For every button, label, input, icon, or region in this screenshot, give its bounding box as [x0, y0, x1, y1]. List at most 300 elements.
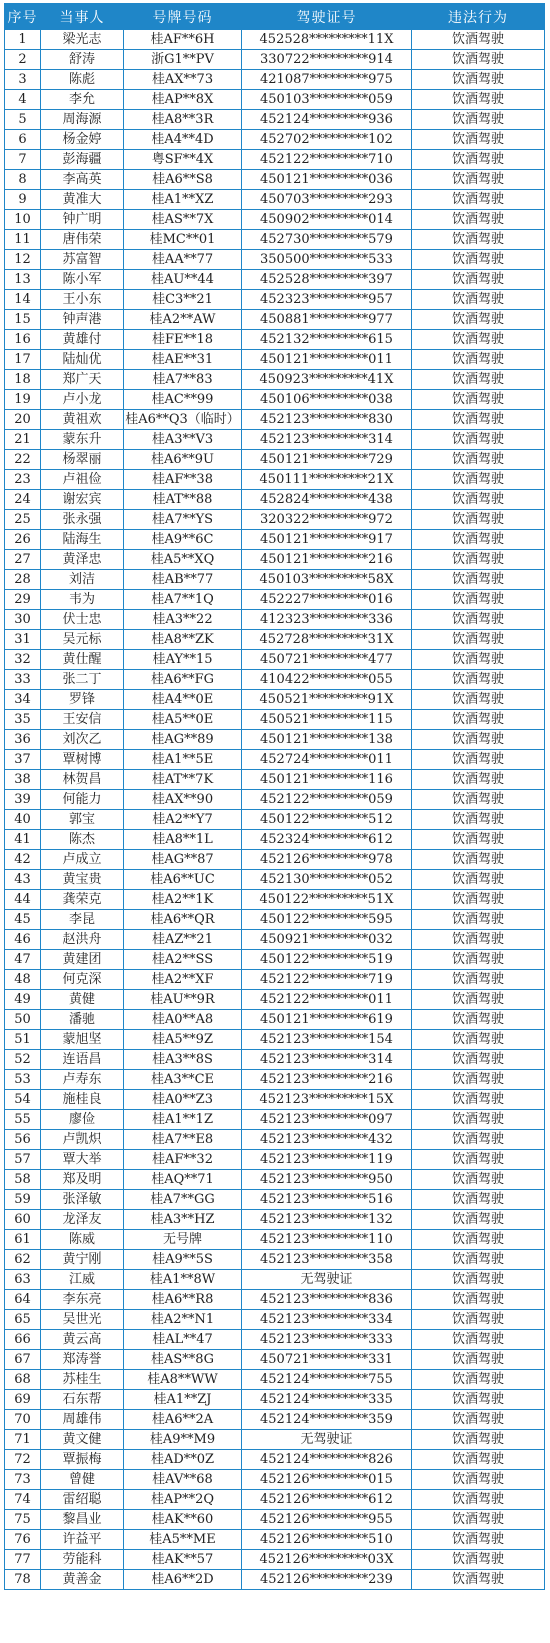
plate-number-cell: 桂A9**5S: [124, 1250, 242, 1270]
row-index-cell: 52: [5, 1050, 41, 1070]
party-name-cell: 梁光志: [41, 30, 124, 50]
license-number-cell: 450121*********729: [242, 450, 412, 470]
table-row: [5, 710, 545, 730]
row-index-cell: 5: [5, 110, 41, 130]
table-row: [5, 170, 545, 190]
violation-cell: 饮酒驾驶: [412, 890, 545, 910]
table-row: [5, 1410, 545, 1430]
plate-number-cell: 桂A5**0E: [124, 710, 242, 730]
license-number-cell: 452123*********154: [242, 1030, 412, 1050]
violation-cell: 饮酒驾驶: [412, 1430, 545, 1450]
plate-number-cell: 桂A1**ZJ: [124, 1390, 242, 1410]
violation-cell: 饮酒驾驶: [412, 1350, 545, 1370]
license-number-cell: 452124*********335: [242, 1390, 412, 1410]
party-name-cell: 蒙东升: [41, 430, 124, 450]
row-index-cell: 38: [5, 770, 41, 790]
plate-number-cell: 桂A6**R8: [124, 1290, 242, 1310]
license-number-cell: 452123*********432: [242, 1130, 412, 1150]
plate-number-cell: 浙G1**PV: [124, 50, 242, 70]
license-number-cell: 421087*********975: [242, 70, 412, 90]
license-number-cell: 无驾驶证: [242, 1430, 412, 1450]
party-name-cell: 何克深: [41, 970, 124, 990]
row-index-cell: 16: [5, 330, 41, 350]
violation-table: [4, 3, 545, 1590]
party-name-cell: 张二丁: [41, 670, 124, 690]
party-name-cell: 黎昌业: [41, 1510, 124, 1530]
party-name-cell: 施桂良: [41, 1090, 124, 1110]
plate-number-cell: 桂A8**1L: [124, 830, 242, 850]
plate-number-cell: 桂AF**6H: [124, 30, 242, 50]
license-number-cell: 452126*********03X: [242, 1550, 412, 1570]
row-index-cell: 66: [5, 1330, 41, 1350]
plate-number-cell: 桂FE**18: [124, 330, 242, 350]
plate-number-cell: 桂AL**47: [124, 1330, 242, 1350]
row-index-cell: 6: [5, 130, 41, 150]
table-row: [5, 70, 545, 90]
table-row: [5, 1330, 545, 1350]
party-name-cell: 曾健: [41, 1470, 124, 1490]
table-row: [5, 870, 545, 890]
header-index: 序号: [5, 4, 41, 30]
license-number-cell: 452123*********830: [242, 410, 412, 430]
table-row: [5, 390, 545, 410]
plate-number-cell: 桂C3**21: [124, 290, 242, 310]
violation-cell: 饮酒驾驶: [412, 850, 545, 870]
table-row: [5, 1090, 545, 1110]
violation-cell: 饮酒驾驶: [412, 730, 545, 750]
party-name-cell: 江威: [41, 1270, 124, 1290]
license-number-cell: 452126*********978: [242, 850, 412, 870]
plate-number-cell: 桂A6**UC: [124, 870, 242, 890]
plate-number-cell: 粤SF**4X: [124, 150, 242, 170]
table-row: [5, 130, 545, 150]
violation-cell: 饮酒驾驶: [412, 630, 545, 650]
violation-cell: 饮酒驾驶: [412, 810, 545, 830]
violation-cell: 饮酒驾驶: [412, 190, 545, 210]
party-name-cell: 郑及明: [41, 1170, 124, 1190]
license-number-cell: 452730*********579: [242, 230, 412, 250]
table-row: [5, 30, 545, 50]
plate-number-cell: 桂A7**YS: [124, 510, 242, 530]
license-number-cell: 452124*********359: [242, 1410, 412, 1430]
violation-cell: 饮酒驾驶: [412, 210, 545, 230]
plate-number-cell: 桂A7**83: [124, 370, 242, 390]
party-name-cell: 蒙旭坚: [41, 1030, 124, 1050]
license-number-cell: 450521*********115: [242, 710, 412, 730]
plate-number-cell: 桂AC**99: [124, 390, 242, 410]
license-number-cell: 452323*********957: [242, 290, 412, 310]
plate-number-cell: 桂A9**6C: [124, 530, 242, 550]
plate-number-cell: 桂A1**1Z: [124, 1110, 242, 1130]
violation-cell: 饮酒驾驶: [412, 430, 545, 450]
license-number-cell: 320322*********972: [242, 510, 412, 530]
plate-number-cell: 桂A2**1K: [124, 890, 242, 910]
plate-number-cell: 桂AF**32: [124, 1150, 242, 1170]
plate-number-cell: 桂A8**ZK: [124, 630, 242, 650]
license-number-cell: 450103*********059: [242, 90, 412, 110]
plate-number-cell: 桂A2**N1: [124, 1310, 242, 1330]
violation-cell: 饮酒驾驶: [412, 950, 545, 970]
party-name-cell: 龚荣克: [41, 890, 124, 910]
license-number-cell: 450521*********91X: [242, 690, 412, 710]
license-number-cell: 452124*********755: [242, 1370, 412, 1390]
plate-number-cell: 桂AA**77: [124, 250, 242, 270]
row-index-cell: 71: [5, 1430, 41, 1450]
table-row: [5, 890, 545, 910]
plate-number-cell: 桂AK**57: [124, 1550, 242, 1570]
party-name-cell: 卢祖俭: [41, 470, 124, 490]
violation-cell: 饮酒驾驶: [412, 310, 545, 330]
license-number-cell: 452123*********119: [242, 1150, 412, 1170]
license-number-cell: 452132*********615: [242, 330, 412, 350]
row-index-cell: 54: [5, 1090, 41, 1110]
table-row: [5, 1170, 545, 1190]
party-name-cell: 赵洪舟: [41, 930, 124, 950]
plate-number-cell: 桂AK**60: [124, 1510, 242, 1530]
violation-cell: 饮酒驾驶: [412, 150, 545, 170]
table-row: [5, 810, 545, 830]
violation-cell: 饮酒驾驶: [412, 1390, 545, 1410]
license-number-cell: 452130*********052: [242, 870, 412, 890]
row-index-cell: 26: [5, 530, 41, 550]
violation-cell: 饮酒驾驶: [412, 1090, 545, 1110]
violation-cell: 饮酒驾驶: [412, 610, 545, 630]
plate-number-cell: 桂AB**77: [124, 570, 242, 590]
party-name-cell: 黄文健: [41, 1430, 124, 1450]
party-name-cell: 陈威: [41, 1230, 124, 1250]
license-number-cell: 452123*********950: [242, 1170, 412, 1190]
party-name-cell: 吴世光: [41, 1310, 124, 1330]
table-row: [5, 210, 545, 230]
party-name-cell: 周雄伟: [41, 1410, 124, 1430]
license-number-cell: 450122*********519: [242, 950, 412, 970]
violation-cell: 饮酒驾驶: [412, 390, 545, 410]
license-number-cell: 452122*********059: [242, 790, 412, 810]
row-index-cell: 11: [5, 230, 41, 250]
row-index-cell: 13: [5, 270, 41, 290]
row-index-cell: 74: [5, 1490, 41, 1510]
party-name-cell: 刘次乙: [41, 730, 124, 750]
party-name-cell: 罗锋: [41, 690, 124, 710]
violation-cell: 饮酒驾驶: [412, 110, 545, 130]
row-index-cell: 31: [5, 630, 41, 650]
party-name-cell: 陆灿优: [41, 350, 124, 370]
table-row: [5, 850, 545, 870]
plate-number-cell: 桂MC**01: [124, 230, 242, 250]
license-number-cell: 450111*********21X: [242, 470, 412, 490]
license-number-cell: 452528*********397: [242, 270, 412, 290]
party-name-cell: 李昆: [41, 910, 124, 930]
license-number-cell: 452122*********719: [242, 970, 412, 990]
party-name-cell: 陈彪: [41, 70, 124, 90]
violation-cell: 饮酒驾驶: [412, 590, 545, 610]
violation-cell: 饮酒驾驶: [412, 1170, 545, 1190]
license-number-cell: 330722*********914: [242, 50, 412, 70]
row-index-cell: 60: [5, 1210, 41, 1230]
table-row: [5, 530, 545, 550]
party-name-cell: 何能力: [41, 790, 124, 810]
party-name-cell: 杨金婷: [41, 130, 124, 150]
party-name-cell: 李东亮: [41, 1290, 124, 1310]
party-name-cell: 唐伟荣: [41, 230, 124, 250]
row-index-cell: 8: [5, 170, 41, 190]
plate-number-cell: 桂A1**XZ: [124, 190, 242, 210]
party-name-cell: 陈小军: [41, 270, 124, 290]
party-name-cell: 黄准大: [41, 190, 124, 210]
row-index-cell: 72: [5, 1450, 41, 1470]
license-number-cell: 450121*********036: [242, 170, 412, 190]
party-name-cell: 卢小龙: [41, 390, 124, 410]
plate-number-cell: 桂A0**Z3: [124, 1090, 242, 1110]
party-name-cell: 陈杰: [41, 830, 124, 850]
plate-number-cell: 桂A6**FG: [124, 670, 242, 690]
violation-cell: 饮酒驾驶: [412, 350, 545, 370]
license-number-cell: 452123*********15X: [242, 1090, 412, 1110]
license-number-cell: 无驾驶证: [242, 1270, 412, 1290]
license-number-cell: 452123*********314: [242, 1050, 412, 1070]
license-number-cell: 410422*********055: [242, 670, 412, 690]
violation-cell: 饮酒驾驶: [412, 410, 545, 430]
plate-number-cell: 桂AQ**71: [124, 1170, 242, 1190]
table-row: [5, 1230, 545, 1250]
license-number-cell: 452126*********239: [242, 1570, 412, 1590]
party-name-cell: 黄善金: [41, 1570, 124, 1590]
table-row: [5, 270, 545, 290]
violation-cell: 饮酒驾驶: [412, 50, 545, 70]
violation-cell: 饮酒驾驶: [412, 1130, 545, 1150]
plate-number-cell: 桂A2**SS: [124, 950, 242, 970]
violation-cell: 饮酒驾驶: [412, 1370, 545, 1390]
party-name-cell: 黄建团: [41, 950, 124, 970]
plate-number-cell: 桂A8**WW: [124, 1370, 242, 1390]
violation-cell: 饮酒驾驶: [412, 770, 545, 790]
row-index-cell: 14: [5, 290, 41, 310]
plate-number-cell: 桂A1**8W: [124, 1270, 242, 1290]
violation-cell: 饮酒驾驶: [412, 910, 545, 930]
party-name-cell: 黄健: [41, 990, 124, 1010]
table-row: [5, 1070, 545, 1090]
license-number-cell: 452227*********016: [242, 590, 412, 610]
row-index-cell: 27: [5, 550, 41, 570]
plate-number-cell: 桂A1**5E: [124, 750, 242, 770]
header-license: 驾驶证号: [242, 4, 412, 30]
table-row: [5, 330, 545, 350]
license-number-cell: 452724*********011: [242, 750, 412, 770]
table-row: [5, 590, 545, 610]
plate-number-cell: 桂A7**1Q: [124, 590, 242, 610]
violation-cell: 饮酒驾驶: [412, 130, 545, 150]
violation-cell: 饮酒驾驶: [412, 1110, 545, 1130]
party-name-cell: 彭海疆: [41, 150, 124, 170]
violation-cell: 饮酒驾驶: [412, 1150, 545, 1170]
row-index-cell: 42: [5, 850, 41, 870]
table-row: [5, 690, 545, 710]
violation-cell: 饮酒驾驶: [412, 1450, 545, 1470]
party-name-cell: 许益平: [41, 1530, 124, 1550]
license-number-cell: 452123*********314: [242, 430, 412, 450]
plate-number-cell: 桂AS**8G: [124, 1350, 242, 1370]
party-name-cell: 黄宝贵: [41, 870, 124, 890]
row-index-cell: 41: [5, 830, 41, 850]
plate-number-cell: 桂A2**Y7: [124, 810, 242, 830]
violation-cell: 饮酒驾驶: [412, 1270, 545, 1290]
plate-number-cell: 桂AD**0Z: [124, 1450, 242, 1470]
table-row: [5, 1570, 545, 1590]
violation-cell: 饮酒驾驶: [412, 1470, 545, 1490]
row-index-cell: 40: [5, 810, 41, 830]
row-index-cell: 2: [5, 50, 41, 70]
license-number-cell: 450923*********41X: [242, 370, 412, 390]
row-index-cell: 23: [5, 470, 41, 490]
license-number-cell: 450122*********512: [242, 810, 412, 830]
violation-cell: 饮酒驾驶: [412, 570, 545, 590]
row-index-cell: 76: [5, 1530, 41, 1550]
table-row: [5, 1050, 545, 1070]
table-row: [5, 410, 545, 430]
party-name-cell: 劳能科: [41, 1550, 124, 1570]
plate-number-cell: 桂AU**9R: [124, 990, 242, 1010]
table-row: [5, 250, 545, 270]
row-index-cell: 65: [5, 1310, 41, 1330]
table-row: [5, 110, 545, 130]
table-row: [5, 610, 545, 630]
party-name-cell: 王安信: [41, 710, 124, 730]
row-index-cell: 49: [5, 990, 41, 1010]
row-index-cell: 10: [5, 210, 41, 230]
row-index-cell: 51: [5, 1030, 41, 1050]
plate-number-cell: 桂A6**2D: [124, 1570, 242, 1590]
table-row: [5, 1030, 545, 1050]
license-number-cell: 452824*********438: [242, 490, 412, 510]
party-name-cell: 卢成立: [41, 850, 124, 870]
violation-cell: 饮酒驾驶: [412, 690, 545, 710]
row-index-cell: 68: [5, 1370, 41, 1390]
license-number-cell: 452123*********516: [242, 1190, 412, 1210]
party-name-cell: 韦为: [41, 590, 124, 610]
violation-cell: 饮酒驾驶: [412, 450, 545, 470]
table-row: [5, 1530, 545, 1550]
table-row: [5, 1510, 545, 1530]
row-index-cell: 15: [5, 310, 41, 330]
license-number-cell: 452122*********710: [242, 150, 412, 170]
table-row: [5, 770, 545, 790]
table-row: [5, 670, 545, 690]
row-index-cell: 69: [5, 1390, 41, 1410]
violation-cell: 饮酒驾驶: [412, 670, 545, 690]
table-row: [5, 1550, 545, 1570]
row-index-cell: 62: [5, 1250, 41, 1270]
table-row: [5, 1290, 545, 1310]
license-number-cell: 452126*********015: [242, 1470, 412, 1490]
license-number-cell: 452123*********132: [242, 1210, 412, 1230]
party-name-cell: 伏士忠: [41, 610, 124, 630]
license-number-cell: 450122*********51X: [242, 890, 412, 910]
table-row: [5, 350, 545, 370]
header-party: 当事人: [41, 4, 124, 30]
plate-number-cell: 无号牌: [124, 1230, 242, 1250]
table-row: [5, 1270, 545, 1290]
plate-number-cell: 桂A6**9U: [124, 450, 242, 470]
row-index-cell: 64: [5, 1290, 41, 1310]
violation-cell: 饮酒驾驶: [412, 170, 545, 190]
row-index-cell: 78: [5, 1570, 41, 1590]
violation-cell: 饮酒驾驶: [412, 1490, 545, 1510]
row-index-cell: 22: [5, 450, 41, 470]
plate-number-cell: 桂A2**AW: [124, 310, 242, 330]
plate-number-cell: 桂AY**15: [124, 650, 242, 670]
license-number-cell: 350500*********533: [242, 250, 412, 270]
row-index-cell: 70: [5, 1410, 41, 1430]
violation-cell: 饮酒驾驶: [412, 250, 545, 270]
violation-cell: 饮酒驾驶: [412, 530, 545, 550]
plate-number-cell: 桂AU**44: [124, 270, 242, 290]
plate-number-cell: 桂A6**S8: [124, 170, 242, 190]
party-name-cell: 李高英: [41, 170, 124, 190]
license-number-cell: 450121*********216: [242, 550, 412, 570]
party-name-cell: 张泽敏: [41, 1190, 124, 1210]
row-index-cell: 57: [5, 1150, 41, 1170]
table-row: [5, 1370, 545, 1390]
row-index-cell: 20: [5, 410, 41, 430]
party-name-cell: 黄泽忠: [41, 550, 124, 570]
violation-cell: 饮酒驾驶: [412, 550, 545, 570]
party-name-cell: 郑广天: [41, 370, 124, 390]
license-number-cell: 450902*********014: [242, 210, 412, 230]
party-name-cell: 钟声港: [41, 310, 124, 330]
table-row: [5, 550, 545, 570]
row-index-cell: 18: [5, 370, 41, 390]
row-index-cell: 73: [5, 1470, 41, 1490]
plate-number-cell: 桂AS**7X: [124, 210, 242, 230]
row-index-cell: 50: [5, 1010, 41, 1030]
party-name-cell: 潘驰: [41, 1010, 124, 1030]
violation-cell: 饮酒驾驶: [412, 290, 545, 310]
violation-cell: 饮酒驾驶: [412, 330, 545, 350]
row-index-cell: 55: [5, 1110, 41, 1130]
violation-cell: 饮酒驾驶: [412, 650, 545, 670]
row-index-cell: 19: [5, 390, 41, 410]
row-index-cell: 29: [5, 590, 41, 610]
table-row: [5, 470, 545, 490]
violation-cell: 饮酒驾驶: [412, 490, 545, 510]
party-name-cell: 张永强: [41, 510, 124, 530]
violation-cell: 饮酒驾驶: [412, 370, 545, 390]
row-index-cell: 17: [5, 350, 41, 370]
violation-cell: 饮酒驾驶: [412, 1190, 545, 1210]
violation-cell: 饮酒驾驶: [412, 1410, 545, 1430]
party-name-cell: 李允: [41, 90, 124, 110]
table-row: [5, 730, 545, 750]
plate-number-cell: 桂A3**CE: [124, 1070, 242, 1090]
violation-cell: 饮酒驾驶: [412, 1530, 545, 1550]
party-name-cell: 郭宝: [41, 810, 124, 830]
table-row: [5, 490, 545, 510]
plate-number-cell: 桂A9**M9: [124, 1430, 242, 1450]
violation-cell: 饮酒驾驶: [412, 990, 545, 1010]
plate-number-cell: 桂AV**68: [124, 1470, 242, 1490]
plate-number-cell: 桂A3**V3: [124, 430, 242, 450]
table-row: [5, 50, 545, 70]
party-name-cell: 周海源: [41, 110, 124, 130]
table-header: [5, 4, 545, 30]
table-row: [5, 630, 545, 650]
plate-number-cell: 桂AX**90: [124, 790, 242, 810]
party-name-cell: 刘洁: [41, 570, 124, 590]
plate-number-cell: 桂A0**A8: [124, 1010, 242, 1030]
party-name-cell: 谢宏宾: [41, 490, 124, 510]
party-name-cell: 吴元标: [41, 630, 124, 650]
table-row: [5, 1110, 545, 1130]
